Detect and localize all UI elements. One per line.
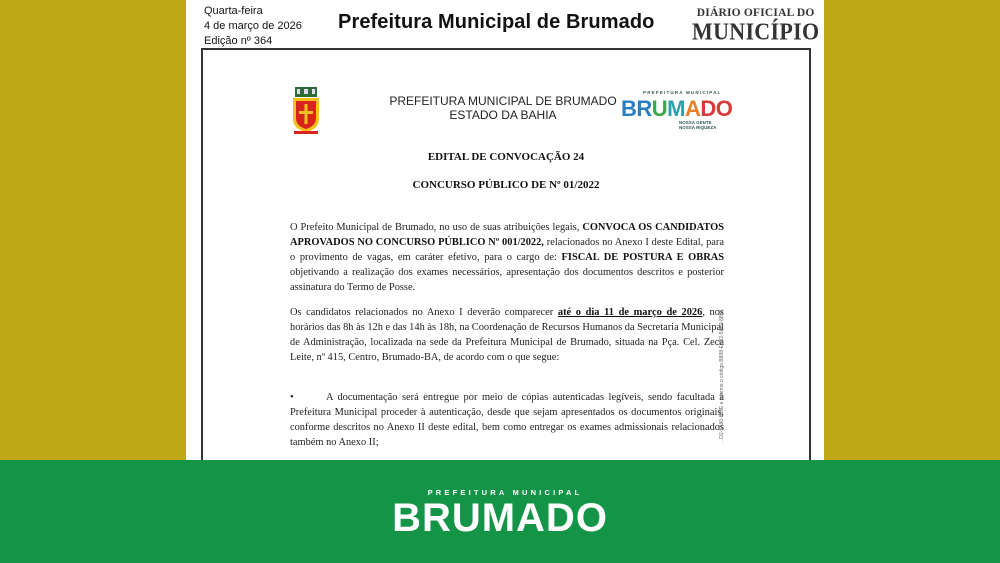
diario-oficial-logo xyxy=(692,8,819,43)
publication-date: 4 de março de 2026 xyxy=(204,20,302,32)
diario-line1: DIÁRIO OFICIAL DO xyxy=(696,7,815,19)
weekday: Quarta-feira xyxy=(204,5,263,17)
deadline-date: até o dia 11 de março de 2026 xyxy=(557,307,703,318)
edition-number: Edição nº 364 xyxy=(204,35,273,47)
brumado-logo xyxy=(621,90,733,132)
footer-logo-small: PREFEITURA MUNICIPAL xyxy=(427,488,583,497)
org-name: PREFEITURA MUNICIPAL DE BRUMADO xyxy=(389,94,617,108)
diario-line2: MUNICÍPIO xyxy=(692,17,820,45)
logo-small-text: PREFEITURA MUNICIPAL xyxy=(643,90,722,95)
paragraph-convocation: O Prefeito Municipal de Brumado, no uso de suas atribuições legais, CONVOCA OS CANDIDATOS APROVADOS NO CONCURSO PÚBLICO Nº 001/2022, relacionados no Anexo I deste Edital, para o provimento de vagas, em caráter efetivo, para o cargo de: FISCAL DE POSTURA E OBRAS objetivando a realização dos exames necessários, apresentação dos documentos descritos e posterior assinatura do Termo de Posse. xyxy=(290,222,725,293)
bullet-icon: • xyxy=(290,392,294,403)
page-title: Prefeitura Municipal de Brumado xyxy=(338,11,655,33)
edital-title: EDITAL DE CONVOCAÇÃO 24 xyxy=(427,151,585,163)
logo-tagline: NOSSA GENTE NOSSA RIQUEZA xyxy=(679,120,717,130)
bullet-documentation: • A documentação será entregue por meio de cópias autenticadas legíveis, sendo facultada à Prefeitura Municipal proceder à autenticação, desde que sejam apresentados os documentos originais, conforme descritos no Anexo II deste edital, bem como entregar os exames admissionais relacionados também no Anexo II; xyxy=(290,392,724,448)
paragraph-deadline: Os candidatos relacionados no Anexo I deverão comparecer até o dia 11 de março de 2026, nos horários das 8h às 12h e das 14h às 18h, na Coordenação de Recursos Humanos da Secretaria Municipal de Administração, localizada na sede da Prefeitura Municipal de Brumado, situada na Pça. Cel. Zeca Leite, nº 415, Centro, Brumado-BA, de acordo com o que segue: xyxy=(290,307,724,363)
diario-oficial-page xyxy=(186,0,824,460)
org-state: ESTADO DA BAHIA xyxy=(449,108,557,122)
letterhead-org xyxy=(353,94,653,122)
edition-info xyxy=(204,4,302,49)
coat-of-arms-icon xyxy=(290,87,322,135)
concurso-subtitle: CONCURSO PÚBLICO DE Nº 01/2022 xyxy=(412,179,600,191)
logo-wordmark: BRUMADO xyxy=(621,96,733,121)
document-frame xyxy=(201,48,811,460)
footer-logo-wordmark: BRUMADO xyxy=(392,496,608,540)
verification-code: ...D2-5A80-888E e informe o código B898-E2D2-5A80-888E xyxy=(719,309,725,443)
